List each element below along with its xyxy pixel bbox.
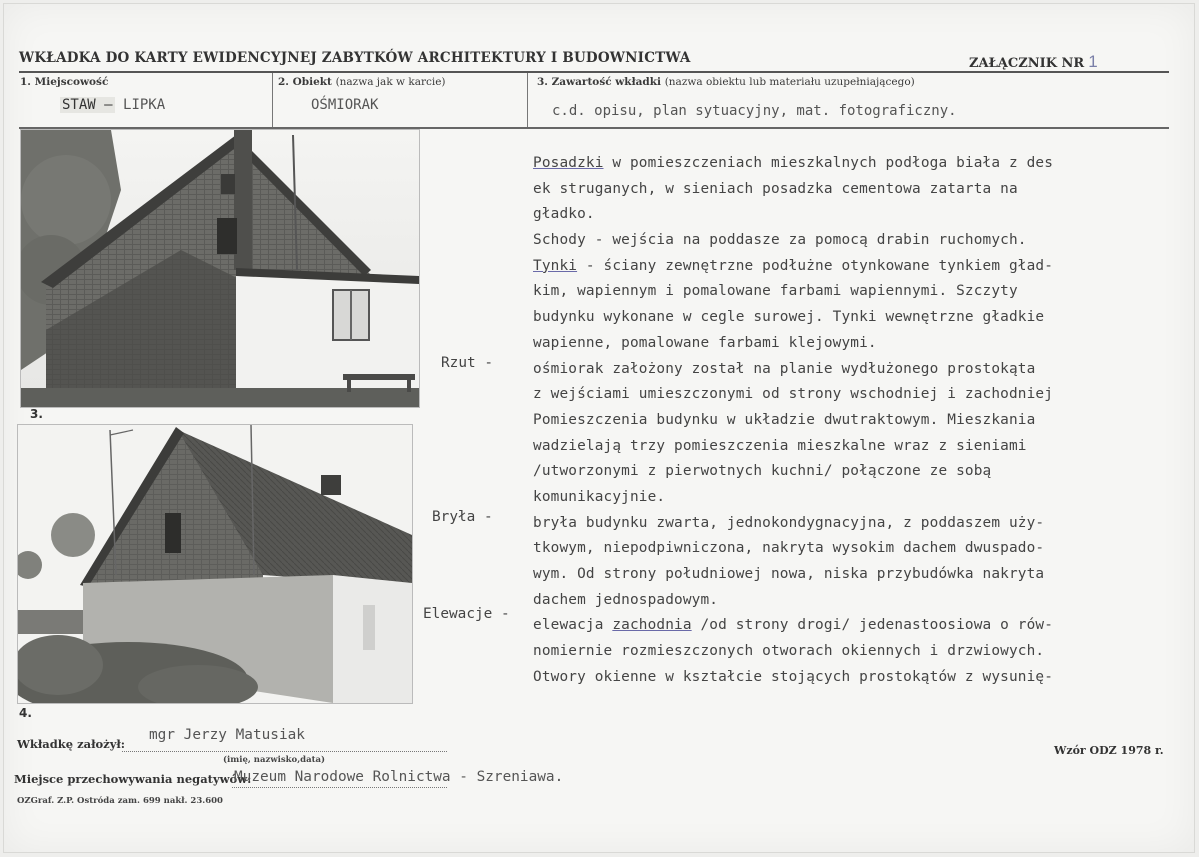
description-line: Pomieszczenia budynku w układzie dwutraktowym. Mieszkania	[533, 411, 1036, 428]
description-line: wapienne, pomalowane farbami klejowymi.	[533, 334, 877, 351]
description-line-underlined: Posadzki	[533, 155, 604, 171]
contents-label-text: 3. Zawartość wkładki	[537, 76, 662, 88]
contents-label-note: (nazwa obiektu lub materiału uzupełniającego)	[664, 76, 915, 88]
founded-dotted-line	[122, 751, 447, 752]
photo-4	[17, 424, 413, 704]
description-line-underlined: zachodnia	[612, 617, 692, 634]
description-line: tkowym, niepodpiwniczona, nakryta wysokim dachem dwuspado-	[533, 540, 1045, 557]
photo-3-image	[21, 130, 419, 407]
description-line: wym. Od strony południowej nowa, niska przybudówka nakryta	[533, 566, 1045, 582]
description-line	[533, 254, 1163, 280]
field-divider-1	[272, 73, 273, 129]
description-line: Schody - wejścia na poddasze za pomocą drabin ruchomych.	[533, 232, 1027, 249]
description-text	[533, 151, 1163, 690]
description-line-underlined: Tynki	[533, 257, 578, 274]
contents-value: c.d. opisu, plan sytuacyjny, mat. fotograficzny.	[552, 103, 957, 119]
locality-name: LIPKA	[123, 97, 166, 113]
storage-dotted-line	[232, 787, 447, 788]
field-divider-2	[527, 73, 528, 129]
description-line: Otwory okienne w kształcie stojących prostokątów z wysunię-	[533, 668, 1054, 685]
photo-4-image	[18, 425, 412, 703]
side-label-elewacje: Elewacje -	[423, 606, 510, 622]
side-label-rzut: Rzut -	[441, 355, 493, 371]
founded-note: (imię, nazwisko,data)	[223, 755, 326, 765]
annex-label	[969, 52, 1098, 72]
photo-4-number: 4.	[19, 706, 32, 720]
description-line: z wejściami umieszczonymi od strony wschodniej i zachodniej	[533, 386, 1054, 403]
description-line: budynku wykonane w cegle surowej. Tynki wewnętrzne gładkie	[533, 309, 1045, 326]
description-line: ośmiorak założony został na planie wydłużonego prostokąta	[533, 360, 1036, 377]
document-title: WKŁADKA DO KARTY EWIDENCYJNEJ ZABYTKÓW ARCHITEKTURY I BUDOWNICTWA	[19, 50, 691, 66]
description-line: wadzielają trzy pomieszczenia mieszkalne wraz z sieniami	[533, 437, 1027, 454]
description-line: ek struganych, w sieniach posadzka cementowa zatarta na	[533, 180, 1018, 197]
locality-value	[60, 97, 165, 113]
description-line	[533, 613, 1163, 639]
storage-value: Muzeum Narodowe Rolnictwa - Szreniawa.	[234, 769, 564, 785]
annex-label-text: ZAŁĄCZNIK NR	[969, 56, 1085, 71]
object-value: OŚMIORAK	[311, 97, 379, 113]
description-line-text: elewacja	[533, 617, 613, 634]
storage-label: Miejsce przechowywania negatywów:	[14, 772, 252, 786]
description-line-text: w pomieszczeniach mieszkalnych podłoga biała z des	[603, 155, 1054, 171]
locality-struck: STAW –	[62, 97, 113, 113]
photo-3	[20, 129, 420, 408]
founded-label: Wkładkę założył:	[17, 737, 126, 751]
description-line: gładko.	[533, 206, 595, 223]
header-rule	[19, 71, 1169, 73]
object-label-note: (nazwa jak w karcie)	[335, 76, 446, 88]
founded-value: mgr Jerzy Matusiak	[149, 727, 305, 743]
form-model: Wzór ODZ 1978 r.	[1054, 744, 1164, 757]
side-label-bryla: Bryła -	[432, 509, 493, 525]
description-line: kim, wapiennym i pomalowane farbami wapiennymi. Szczyty	[533, 283, 1018, 300]
annex-number: 1	[1088, 52, 1098, 71]
description-line: dachem jednospadowym.	[533, 591, 719, 608]
description-line-text: - ściany zewnętrzne podłużne otynkowane tynkiem gład-	[577, 257, 1054, 274]
printer-info: OZGraf. Z.P. Ostróda zam. 699 nakł. 23.600	[17, 796, 223, 806]
description-line: nomiernie rozmieszczonych otworach okiennych i drzwiowych.	[533, 643, 1045, 660]
description-line: komunikacyjnie.	[533, 488, 666, 505]
photo-3-number: 3.	[30, 407, 43, 421]
description-line-text: /od strony drogi/ jedenastoosiowa o rów-	[691, 617, 1054, 634]
document-page	[3, 3, 1195, 853]
contents-label	[537, 76, 915, 88]
object-label	[278, 76, 446, 88]
locality-label: 1. Miejscowość	[20, 76, 109, 88]
object-label-text: 2. Obiekt	[278, 76, 332, 88]
description-line	[533, 151, 1163, 177]
description-line: /utworzonymi z pierwotnych kuchni/ połączone ze sobą	[533, 463, 992, 480]
description-line: bryła budynku zwarta, jednokondygnacyjna, z poddaszem uży-	[533, 514, 1045, 531]
